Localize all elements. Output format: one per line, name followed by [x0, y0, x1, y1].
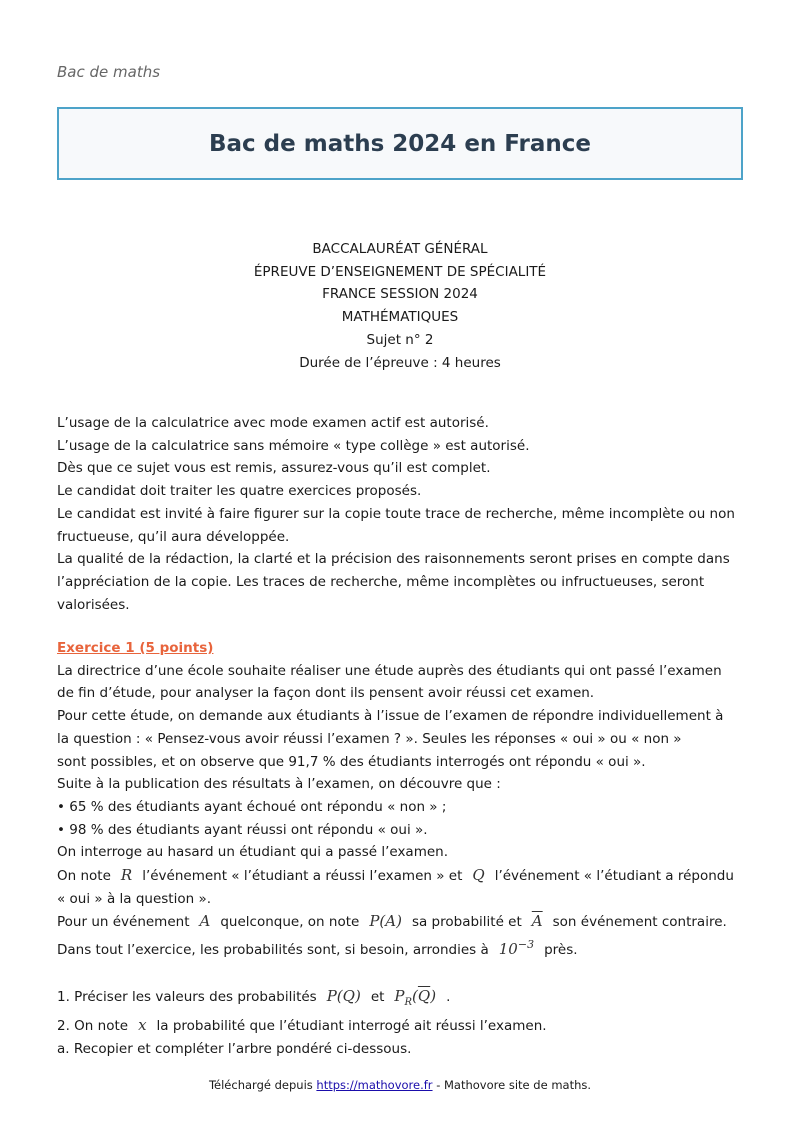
- text-fragment: près.: [544, 942, 578, 959]
- text-fragment: Dans tout l’exercice, les probabilités sont, si besoin, arrondies à: [57, 942, 489, 959]
- text-fragment: l’événement « l’étudiant a réussi l’examen » et: [142, 868, 463, 885]
- instruction-line: valorisées.: [57, 596, 130, 613]
- exam-header: [0, 238, 800, 374]
- math-cond-prob: $P_R(\overline{Q})$: [394, 986, 437, 1008]
- text-fragment: sa probabilité et: [411, 914, 522, 931]
- power-exponent: −3: [517, 938, 535, 952]
- text-fragment: 1. Préciser les valeurs des probabilités: [57, 988, 317, 1005]
- text-fragment: la probabilité que l’étudiant interrogé ait réussi l’examen.: [156, 1018, 547, 1035]
- math-prob-q: P(Q): [326, 986, 361, 1005]
- prob-condition: R: [404, 996, 413, 1008]
- source-link[interactable]: https://mathovore.fr: [316, 1078, 433, 1092]
- math-var-q: Q: [472, 866, 485, 885]
- instruction-line: Dès que ce sujet vous est remis, assurez-vous qu’il est complet.: [57, 460, 491, 477]
- q-complement: $\overline{Q}$: [417, 986, 431, 1005]
- instruction-line: l’appréciation de la copie. Les traces de recherche, même incomplètes ou infructueuses, seront: [57, 573, 705, 590]
- exercise-line: de fin d’étude, pour analyser la façon dont ils pensent avoir réussi cet examen.: [57, 685, 595, 702]
- text-fragment: On note: [57, 868, 111, 885]
- exercise-line: On interroge au hasard un étudiant qui a passé l’examen.: [57, 844, 449, 861]
- power-base: 10: [498, 940, 518, 959]
- text-fragment: et: [370, 988, 385, 1005]
- question-2a: a. Recopier et compléter l’arbre pondéré ci-dessous.: [57, 1040, 412, 1057]
- instruction-line: L’usage de la calculatrice avec mode examen actif est autorisé.: [57, 415, 489, 431]
- title-box: [57, 107, 743, 180]
- exercise-line: La directrice d’une école souhaite réaliser une étude auprès des étudiants qui ont passé l’examen: [57, 662, 722, 679]
- exercise-line: Suite à la publication des résultats à l’examen, on découvre que :: [57, 776, 501, 793]
- page-title: Bac de maths 2024 en France: [208, 130, 592, 157]
- math-a-complement: $\overline{A}$: [531, 912, 543, 931]
- question-1: [57, 985, 747, 1015]
- instruction-line: Le candidat doit traiter les quatre exercices proposés.: [57, 483, 422, 500]
- text-fragment: l’événement « l’étudiant a répondu: [494, 868, 734, 885]
- header-line: Durée de l’épreuve : 4 heures: [299, 354, 501, 371]
- exercise-line: sont possibles, et on observe que 91,7 % des étudiants interrogés ont répondu « oui ».: [57, 753, 646, 770]
- instruction-line: fructueuse, qu’il aura développée.: [57, 528, 290, 545]
- math-var-a: A: [199, 912, 211, 931]
- exercise-line: la question : « Pensez-vous avoir réussi l’examen ? ». Seules les réponses « oui » ou « non »: [57, 730, 682, 747]
- rounding-line: [57, 934, 747, 962]
- text-fragment: Pour un événement: [57, 914, 190, 931]
- header-line: Sujet n° 2: [366, 331, 434, 348]
- bullet-item: • 98 % des étudiants ayant réussi ont répondu « oui ».: [57, 821, 428, 838]
- instructions: [57, 412, 747, 616]
- header-line: ÉPREUVE D’ENSEIGNEMENT DE SPÉCIALITÉ: [253, 263, 547, 280]
- exercise-title: Exercice 1 (5 points): [57, 640, 214, 656]
- footer: [0, 1078, 800, 1092]
- text-fragment: 2. On note: [57, 1018, 129, 1035]
- instruction-line: L’usage de la calculatrice sans mémoire « type collège » est autorisé.: [57, 437, 530, 454]
- math-power: [499, 940, 534, 958]
- instruction-line: La qualité de la rédaction, la clarté et la précision des raisonnements seront prises en compte dans: [57, 551, 730, 568]
- text-fragment: son événement contraire.: [552, 914, 727, 931]
- footer-prefix: Téléchargé depuis: [208, 1078, 317, 1092]
- prob-symbol: P: [394, 986, 405, 1005]
- site-label: Bac de maths: [57, 63, 161, 81]
- exercise-line: Pour cette étude, on demande aux étudiants à l’issue de l’examen de répondre individuellement à: [57, 708, 724, 725]
- question-2: [57, 1014, 747, 1038]
- math-prob-a: P(A): [369, 912, 402, 931]
- math-var-r: R: [120, 866, 133, 885]
- instruction-line: Le candidat est invité à faire figurer sur la copie toute trace de recherche, même incomplète ou non: [57, 505, 735, 522]
- notation-line: [57, 864, 747, 888]
- event-line: [57, 910, 747, 934]
- math-var-x: x: [138, 1016, 147, 1035]
- header-line: FRANCE SESSION 2024: [322, 286, 478, 303]
- text-fragment: .: [446, 988, 451, 1005]
- footer-suffix: - Mathovore site de maths.: [432, 1078, 592, 1092]
- exercise-1: [57, 637, 747, 1061]
- header-line: MATHÉMATIQUES: [341, 309, 459, 326]
- bullet-item: • 65 % des étudiants ayant échoué ont répondu « non » ;: [57, 798, 447, 815]
- exercise-line: « oui » à la question ».: [57, 890, 212, 907]
- header-line: BACCALAURÉAT GÉNÉRAL: [312, 241, 488, 257]
- text-fragment: quelconque, on note: [220, 914, 360, 931]
